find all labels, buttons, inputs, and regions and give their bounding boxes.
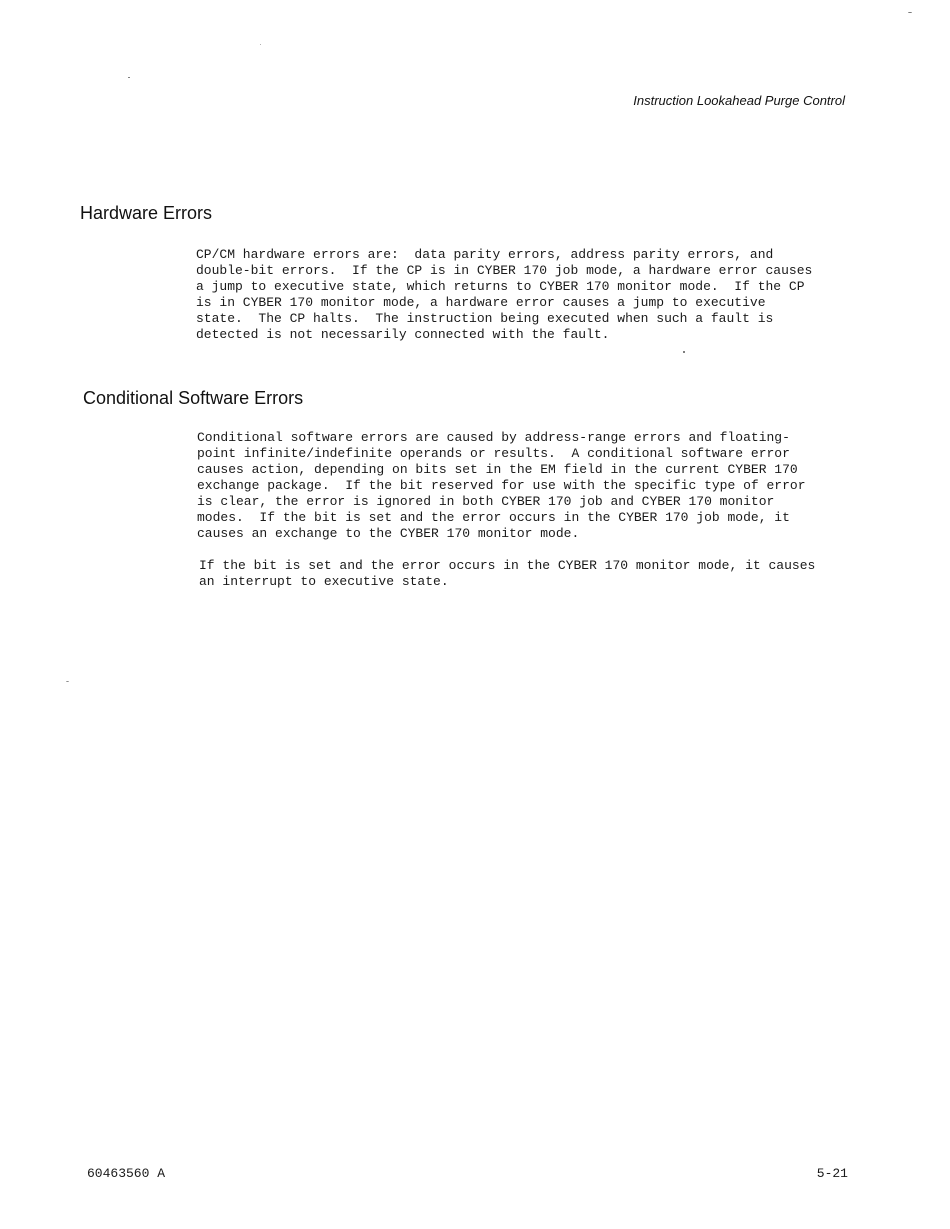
section-title-hardware-errors: Hardware Errors bbox=[80, 203, 213, 223]
scan-speck bbox=[128, 77, 130, 78]
scan-speck bbox=[908, 12, 912, 13]
scan-speck bbox=[260, 44, 261, 45]
document-number: 60463560 A bbox=[87, 1166, 166, 1181]
conditional-software-errors-paragraph-1: Conditional software errors are caused by address-range errors and floating- point infinite/indefinite operands or results. A conditional software error causes action, depending on bits set in the EM field in the current CYBER 170 exchange package. If the bit reserved for use with the specific type of error is clear, the error is ignored in both CYBER 170 job and CYBER 170 monitor modes. If the bit is set and the error occurs in the CYBER 170 job mode, it causes an exchange to the CYBER 170 monitor mode. bbox=[197, 430, 806, 541]
scan-speck bbox=[66, 681, 69, 682]
section-title-conditional-software-errors: Conditional Software Errors bbox=[83, 388, 304, 408]
conditional-software-errors-paragraph-2: If the bit is set and the error occurs in the CYBER 170 monitor mode, it causes an interrupt to executive state. bbox=[199, 558, 816, 589]
running-header: Instruction Lookahead Purge Control bbox=[633, 93, 845, 108]
page-number: 5-21 bbox=[816, 1166, 848, 1181]
hardware-errors-paragraph: CP/CM hardware errors are: data parity errors, address parity errors, and double-bit errors. If the CP is in CYBER 170 job mode, a hardware error causes a jump to executive state, which returns to CYBER 170 monitor mode. If the CP is in CYBER 170 monitor mode, a hardware error causes a jump to executive state. The CP halts. The instruction being executed when such a fault is detected is not necessarily connected with the fault. bbox=[196, 247, 813, 342]
scan-speck bbox=[683, 351, 685, 353]
